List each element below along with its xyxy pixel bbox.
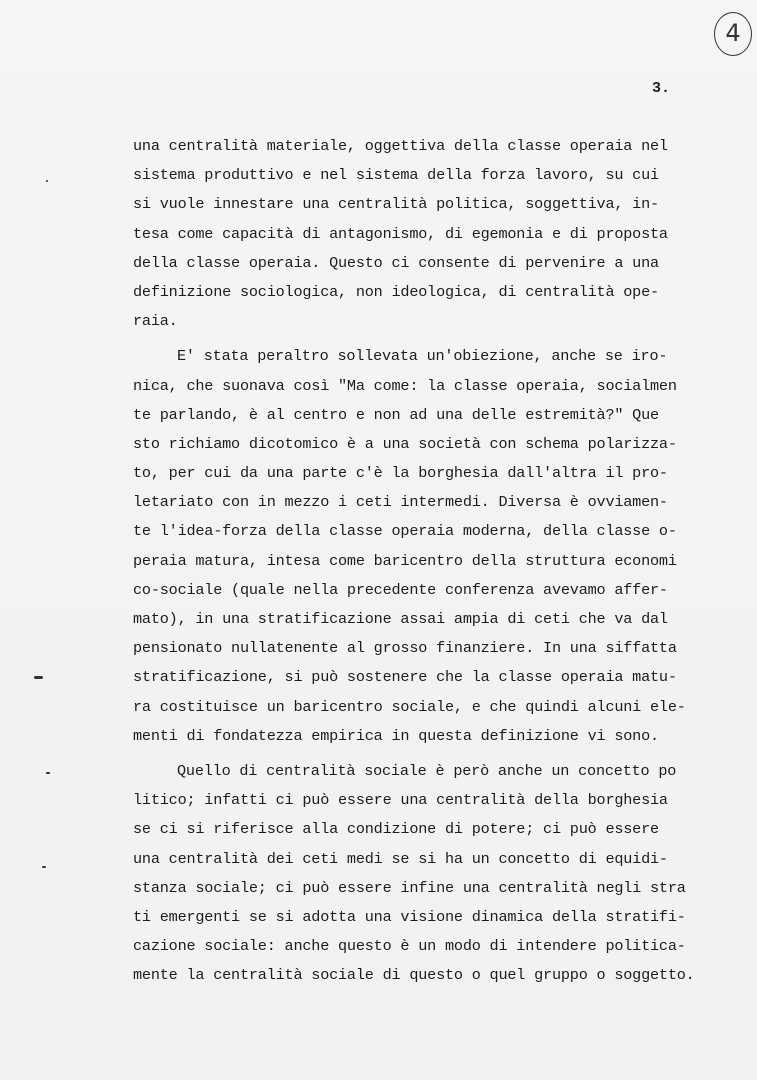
text-line: tesa come capacità di antagonismo, di egemonia e di proposta — [133, 224, 668, 243]
text-line: stratificazione, si può sostenere che la classe operaia matu- — [133, 668, 677, 687]
text-line: mente la centralità sociale di questo o quel gruppo o soggetto. — [133, 966, 695, 985]
text-line: nica, che suonava così "Ma come: la classe operaia, socialmen — [133, 376, 677, 395]
scan-speck — [46, 180, 48, 182]
paragraph-2 — [133, 342, 703, 751]
text-line: cazione sociale: anche questo è un modo di intendere politica- — [133, 937, 686, 956]
page-number: 3. — [652, 80, 671, 97]
text-line: della classe operaia. Questo ci consente di pervenire a una — [133, 253, 659, 272]
text-line: definizione sociologica, non ideologica, di centralità ope- — [133, 282, 659, 301]
text-line: se ci si riferisce alla condizione di potere; ci può essere — [133, 820, 659, 839]
text-line: mato), in una stratificazione assai ampia di ceti che va dal — [133, 610, 668, 628]
text-line: Quello di centralità sociale è però anche un concetto po — [177, 761, 677, 780]
scan-speck — [42, 866, 46, 868]
text-line: pensionato nullatenente al grosso finanziere. In una siffatta — [133, 639, 677, 658]
text-line: letariato con in mezzo i ceti intermedi. Diversa è ovviamen- — [133, 493, 668, 512]
text-line: peraia matura, intesa come baricentro della struttura economi — [133, 551, 677, 570]
text-line: si vuole innestare una centralità politica, soggettiva, in- — [133, 195, 659, 214]
scan-speck — [46, 772, 50, 774]
body-text — [133, 132, 703, 990]
text-line: ra costituisce un baricentro sociale, e che quindi alcuni ele- — [133, 697, 686, 716]
text-line: stanza sociale; ci può essere infine una centralità negli stra — [133, 878, 686, 897]
text-line: menti di fondatezza empirica in questa definizione vi sono. — [133, 726, 659, 745]
text-line: co-sociale (quale nella precedente conferenza avevamo affer- — [133, 580, 668, 599]
text-line: una centralità dei ceti medi se si ha un concetto di equidi- — [133, 849, 668, 868]
text-line: te l'idea-forza della classe operaia moderna, della classe o- — [133, 522, 677, 541]
text-line: te parlando, è al centro e non ad una delle estremità?" Que — [133, 405, 659, 424]
paragraph-1 — [133, 132, 703, 336]
text-line: sistema produttivo e nel sistema della forza lavoro, su cui — [133, 166, 659, 185]
text-line: E' stata peraltro sollevata un'obiezione, anche se iro- — [177, 347, 668, 366]
text-line: una centralità materiale, oggettiva della classe operaia nel — [133, 137, 668, 155]
text-line: sto richiamo dicotomico è a una società con schema polarizza- — [133, 434, 677, 453]
circled-page-annotation: 4 — [714, 12, 752, 56]
paragraph-3 — [133, 757, 703, 991]
scan-speck — [34, 676, 43, 679]
text-line: litico; infatti ci può essere una centralità della borghesia — [133, 791, 668, 810]
text-line: to, per cui da una parte c'è la borghesia dall'altra il pro- — [133, 464, 668, 483]
text-line: raia. — [133, 312, 178, 331]
text-line: ti emergenti se si adotta una visione dinamica della stratifi- — [133, 907, 686, 926]
